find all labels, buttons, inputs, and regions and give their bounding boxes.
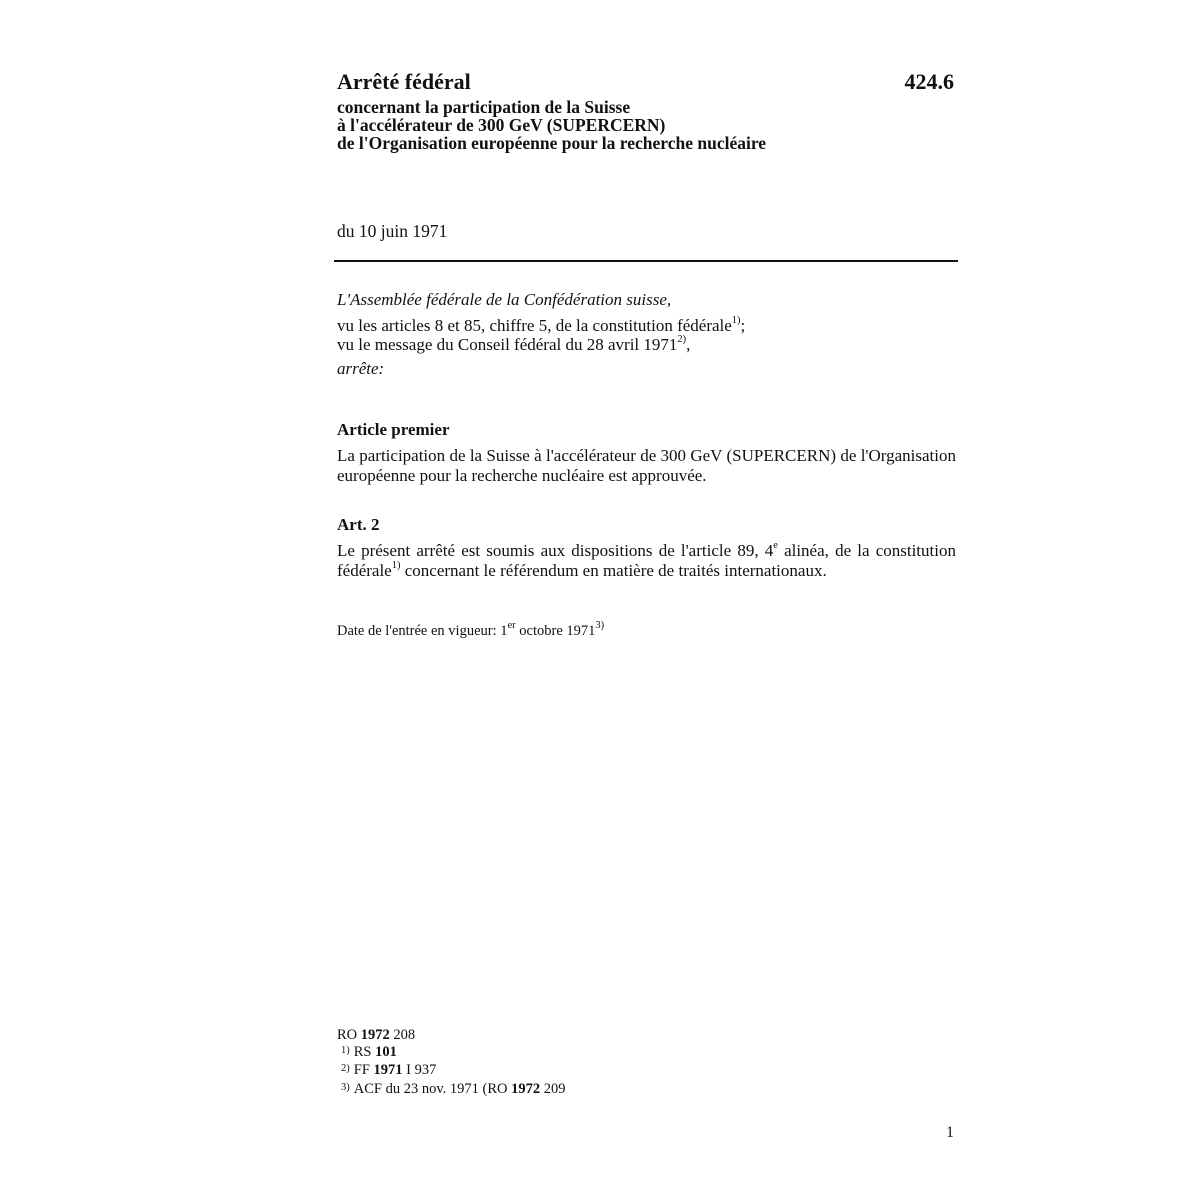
preamble-basis-message: vu le message du Conseil fédéral du 28 avril 1971$^{2)}$, <box>337 334 691 354</box>
article-heading: Art. 2 <box>337 515 380 534</box>
footnote-mark: 2) <box>341 1063 350 1074</box>
title-row <box>337 68 956 98</box>
footnote-item: $^{1)}$ RS 101 <box>341 1043 397 1060</box>
subtitle-line: de l'Organisation européenne pour la recherche nucléaire <box>337 133 767 153</box>
document-page <box>337 0 958 1200</box>
article-2 <box>337 515 956 581</box>
subtitle-line: à l'accélérateur de 300 GeV (SUPERCERN) <box>337 115 666 135</box>
footnote-ref: 3) <box>595 620 605 632</box>
footnote-ref: 1) <box>391 560 401 572</box>
preamble-basis-constitution: vu les articles 8 et 85, chiffre 5, de la constitution fédérale$^{1)}$; <box>337 315 746 335</box>
article-heading: Article premier <box>337 420 450 439</box>
subtitle-line: concernant la participation de la Suisse <box>337 97 631 117</box>
entry-into-force: Date de l'entrée en vigueur: 1er octobre 1971$^{3)}$ <box>337 620 605 639</box>
document-date: du 10 juin 1971 <box>337 221 448 241</box>
footnote-ref: 2) <box>677 334 687 346</box>
footnote-mark: 3) <box>341 1081 350 1093</box>
document-subtitle <box>337 98 956 152</box>
document-title: Arrêté fédéral <box>337 69 471 94</box>
article-text: Le présent arrêté est soumis aux dispositions de l'article 89, 4e alinéa, de la constitution fédérale$^{1)}$ concernant le référendum en matière de traités internationaux. <box>337 540 956 580</box>
footnote-item: $^{2)}$ FF 1971 I 937 <box>341 1062 437 1078</box>
preamble-decision: arrête: <box>337 359 385 378</box>
footnote-mark: 1) <box>341 1044 350 1056</box>
article-1 <box>337 420 956 486</box>
divider <box>334 260 958 262</box>
preamble-authority: L'Assemblée fédérale de la Confédération suisse, <box>337 290 672 309</box>
footnote-item: $^{3)}$ ACF du 23 nov. 1971 (RO 1972 209 <box>341 1080 566 1097</box>
footnotes <box>337 1027 956 1099</box>
systematic-number: 424.6 <box>904 69 954 94</box>
article-text: La participation de la Suisse à l'accélérateur de 300 GeV (SUPERCERN) de l'Organisation européenne pour la recherche nucléaire est approuvée. <box>337 446 956 485</box>
page-number: 1 <box>946 1124 954 1141</box>
preamble <box>337 290 956 378</box>
footnote-ref: 1) <box>731 315 741 327</box>
source-reference: RO 1972 208 <box>337 1027 416 1043</box>
